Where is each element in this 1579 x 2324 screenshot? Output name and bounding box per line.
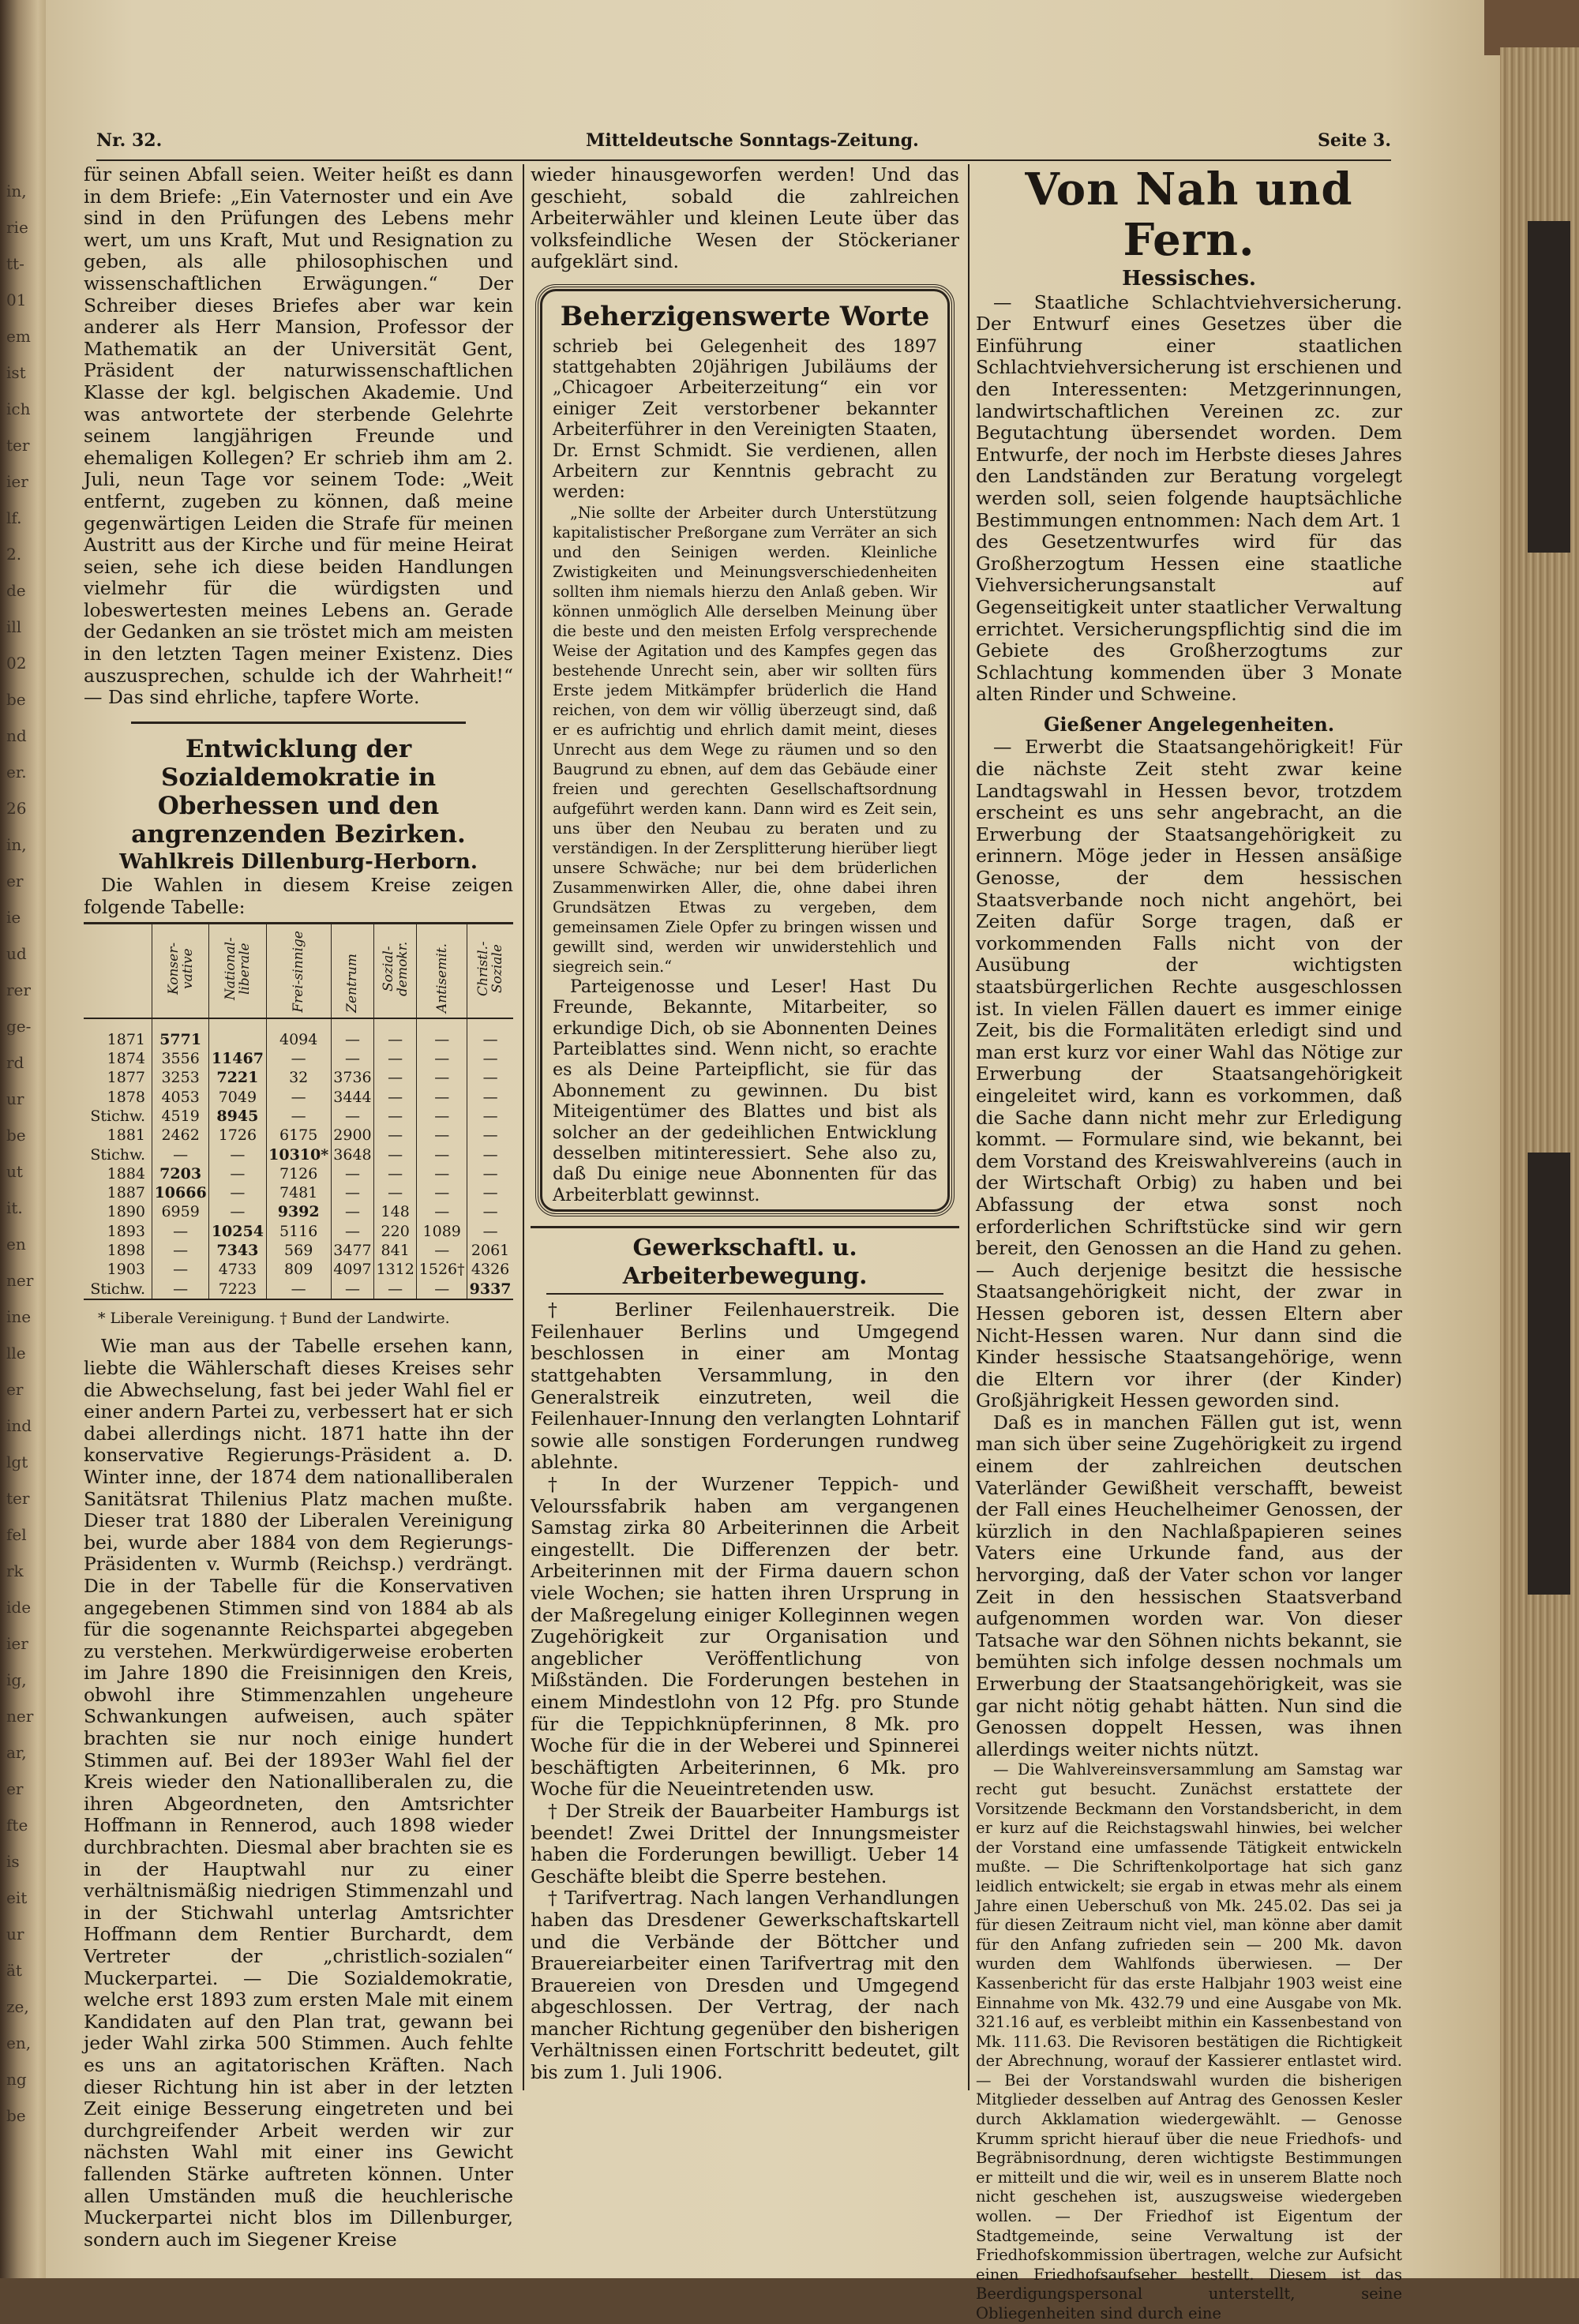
margin-fragment: er (6, 872, 24, 890)
margin-fragment: lf. (6, 508, 22, 527)
table-cell: — (467, 1202, 513, 1221)
table-cell: 10666 (152, 1183, 209, 1202)
margin-fragment: fte (6, 1816, 28, 1835)
table-cell: 3253 (152, 1068, 209, 1087)
issue-number: Nr. 32. (96, 130, 163, 151)
margin-fragment: lle (6, 1344, 26, 1363)
table-cell: — (374, 1145, 417, 1164)
box-title: Beherzigenswerte Worte (560, 300, 930, 332)
table-cell: — (417, 1107, 467, 1126)
table-cell: — (467, 1068, 513, 1087)
news-item: — Erwerbt die Staatsangehörigkeit! Für die nächste Zeit steht zwar keine Landtagswahl in Hessen bevor, trotzdem erscheint es uns sehr angebracht, an die Erwerbung der Staatsangehörigkeit zu erinnern. Möge jeder in Hessen ansäßige Genosse, der dem hessischen Staatsverbande noch nicht angehört, bei Zeiten dafür Sorge tragen, daß er vorkommenden Falls nicht von der Ausübung der wichtigsten staatsbürgerlichen Rechte ausgeschlossen ist. In vielen Fällen dauert es immer einige Zeit, bis die Formalitäten erledigt sind und man erst kurz vor einer Wahl das Nötige zur Erwerbung der Staatsangehörigkeit eingeleitet wird, kann es vorkommen, daß die Sache dann nicht mehr zur Erledigung kommt. — Formulare sind, wie bekannt, bei dem Vorstand des Kreiswahlvereins (auch in der Wirtschaft Orbig) zu haben und bei Abfassung der etwa sonst noch erforderlichen Schriftstücke sind wir gern bereit, den Genossen an die Hand zu gehen. — Auch derjenige besitzt die hessische Staatsangehörigkeit nicht, der zwar in Hessen geboren ist, dessen Eltern aber Nicht-Hessen waren. Nur dann sind die Kinder hessische Staatsangehörige, wenn die Eltern vor ihrer (der Kinder) Großjährigkeit Hessen geworden sind. (976, 736, 1402, 1412)
margin-fragment: em (6, 327, 31, 346)
article-continuation: für seinen Abfall seien. Weiter heißt es dann in dem Briefe: „Ein Vaternoster und ein Ave sind in den Prüfungen des Lebens mehr wert, um uns Kraft, Mut und Resignation zu geben, als alle philosophischen und wissenschaftlichen Erwägungen.“ Der Schreiber dieses Briefes aber war kein anderer als Herr Mansion, Professor der Mathematik an der Universität Gent, Präsident der naturwissenschaftlichen Klasse der kgl. belgischen Akademie. Und was antwortete der sterbende Gelehrte seinem langjährigen Freunde und ehemaligen Kollegen? Er schrieb ihm am 2. Juli, neun Tage vor seinem Tode: „Weit entfernt, zugeben zu können, daß meine gegenwärtigen Leiden die Strafe für meinen Austritt aus der Kirche und für meine Heirat seien, sehe ich diese beiden Handlungen vielmehr für die würdigsten und lobeswertesten meines Lebens an. Gerade der Gedanken an sie tröstet mich am meisten in den letzten Tagen meiner Existenz. Dies auszusprechen, schulde ich der Wahrheit!“ — Das sind ehrliche, tapfere Worte. (84, 163, 513, 709)
margin-fragment: ich (6, 399, 31, 418)
table-cell: — (417, 1279, 467, 1299)
table-cell: 2900 (331, 1126, 373, 1145)
table-header-label: Sozial-demokr. (380, 941, 411, 996)
table-cell: — (209, 1202, 266, 1221)
table-cell: 1874 (107, 1050, 145, 1068)
margin-fragment: nd (6, 726, 27, 745)
table-intro: Die Wahlen in diesem Kreise zeigen folgende Tabelle: (84, 874, 513, 919)
table-cell: — (417, 1018, 467, 1049)
table-cell: Stichw. (90, 1107, 145, 1125)
table-cell: 4094 (266, 1018, 331, 1049)
news-item: Daß es in manchen Fällen gut ist, wenn man sich über seine Zugehörigkeit zu irgend einem der zahlreichen deutschen Vaterländer Gewißheit verschafft, beweist der Fall eines Heuchelheimer Genossen, der kürzlich in den Nachlaßpapieren seines Vaters eine Urkunde fand, aus der hervorging, daß der Vater schon vor langer Zeit in den hessischen Staatsverband aufgenommen worden war. Von dieser Tatsache war den Söhnen nichts bekannt, sie bemühten sich infolge dessen nochmals um Erwerbung der Staatsangehörigkeit, was sie gar nicht nötig gehabt hätten. Nun sind die Genossen doppelt Hessen, was ihnen allerdings weiter nichts nützt. (976, 1411, 1402, 1760)
table-cell: — (331, 1202, 373, 1221)
article-body: Wie man aus der Tabelle ersehen kann, liebte die Wählerschaft dieses Kreises sehr die Abwechselung, fast bei jeder Wahl fiel er einer andern Partei zu, verbessert hat er sich dabei allerdings nicht. 1871 hatte ihn der konservative Regierungs-Präsident a. D. Winter inne, der 1874 dem nationalliberalen Sanitätsrat Thilenius Platz machen mußte. Dieser trat 1880 der Liberalen Vereinigung bei, wurde aber 1884 von dem Regierungs-Präsidenten v. Wurmb (Reichsp.) verdrängt. Die in der Tabelle für die Konservativen angegebenen Stimmen sind von 1884 ab als für die sogenannte Reichspartei abgegeben zu verstehen. Merkwürdigerweise eroberten im Jahre 1890 die Freisinnigen den Kreis, obwohl ihre Stimmenzahlen ungeheure Schwankungen aufweisen, auch später brachten sie nur noch einige hundert Stimmen auf. Bei der 1893er Wahl fiel der Kreis wieder den Nationalliberalen zu, die ihren Abgeordneten, den Amtsrichter Hoffmann in Rennerod, auch 1898 wieder durchbrachten. Diesmal aber brachten sie es in der Hauptwahl nur zu einer verhältnismäßig niedrigen Stimmenzahl und in der Stichwahl unterlag Amtsrichter Hoffmann dem Rentier Burchardt, dem Vertreter der „christlich-sozialen“ Muckerpartei. — Die Sozialdemokratie, welche erst 1893 zum ersten Male mit einem Kandidaten auf den Plan trat, gewann bei jeder Wahl zirka 500 Stimmen. Auch fehlte es uns an agitatorischen Kräften. Nach dieser Richtung hin ist aber in der letzten Zeit einige Besserung eingetreten und bei durchgreifender Arbeit werden wir zur nächsten Wahl mit einer ins Gewicht fallenden Stärke auftreten können. Unter allen Umständen muß die heuchlerische Muckerpartei nicht blos im Dillenburger, sondern auch im Siegener Kreise (84, 1335, 513, 2251)
margin-fragment: ind (6, 1416, 32, 1435)
table-row (84, 1126, 513, 1145)
table-row (84, 1145, 513, 1164)
table-cell: — (374, 1049, 417, 1068)
table-cell: — (374, 1088, 417, 1107)
table-cell: — (266, 1107, 331, 1126)
table-row (84, 1018, 513, 1049)
table-cell: 809 (266, 1260, 331, 1279)
table-cell: — (152, 1145, 209, 1164)
margin-fragment: en (6, 1235, 26, 1254)
left-page-edge (0, 0, 47, 2278)
table-header-label: Christl.-Soziale (475, 940, 506, 996)
table-cell: — (152, 1222, 209, 1241)
table-header (152, 923, 209, 1018)
article-continuation: wieder hinausgeworfen werden! Und das geschieht, sobald die zahlreichen Arbeiterwähler und kleinen Leute über das volksfeindliche Wesen der Stöckerianer aufgeklärt sind. (531, 163, 959, 273)
news-item: † Der Streik der Bauarbeiter Hamburgs ist beendet! Zwei Drittel der Innungsmeister haben die Forderungen bewilligt. Ueber 14 Geschäfte bleibt die Sperre bestehen. (531, 1799, 959, 1887)
page-number: Seite 3. (1317, 130, 1391, 151)
margin-fragment: er (6, 1380, 24, 1399)
table-cell: 5116 (266, 1222, 331, 1241)
table-cell: 3477 (331, 1241, 373, 1260)
table-cell: 220 (374, 1222, 417, 1241)
table-cell: — (374, 1107, 417, 1126)
table-cell: 3736 (331, 1068, 373, 1087)
margin-fragment: in, (6, 182, 27, 201)
table-cell: — (417, 1088, 467, 1107)
table-cell: 4519 (152, 1107, 209, 1126)
margin-fragment: ier (6, 472, 28, 491)
page-tab-lower (1528, 1153, 1570, 1595)
table-cell: 9337 (467, 1279, 513, 1299)
margin-fragment: ng (6, 2070, 27, 2089)
margin-fragment: er (6, 1779, 24, 1798)
table-cell: — (417, 1202, 467, 1221)
table-row (84, 1049, 513, 1068)
margin-fragment: ut (6, 1162, 23, 1181)
table-cell: 7203 (152, 1164, 209, 1183)
margin-fragment: ud (6, 944, 27, 963)
news-item: † Tarifvertrag. Nach langen Verhandlungen haben das Dresdener Gewerkschaftskartell und die Verbände der Böttcher und Brauereiarbeiter einen Tarifvertrag mit den Brauereien von Dresden und Umgegend abgeschlossen. Der Vertrag, der nach mancher Richtung gegenüber den bisherigen Verhältnissen einen Fortschritt bedeutet, gilt bis zum 1. Juli 1906. (531, 1887, 959, 2084)
table-cell: 7481 (266, 1183, 331, 1202)
margin-fragment: ner (6, 1707, 34, 1726)
table-cell: 1887 (107, 1184, 145, 1202)
margin-fragment: ter (6, 436, 30, 455)
table-cell: 7126 (266, 1164, 331, 1183)
table-cell: — (209, 1183, 266, 1202)
margin-fragment: ät (6, 1961, 22, 1980)
column-rule-1 (523, 164, 524, 2090)
table-header (84, 923, 152, 1018)
table-cell: Stichw. (84, 1279, 152, 1299)
margin-fragment: ur (6, 1925, 24, 1944)
table-header-label: National-liberale (222, 936, 253, 1000)
table-cell: 1893 (107, 1222, 145, 1240)
table-header-label: Konser-vative (165, 942, 196, 995)
table-row (84, 1222, 513, 1241)
margin-fragment: ner (6, 1271, 34, 1290)
table-cell: — (374, 1068, 417, 1087)
table-cell: 4097 (331, 1260, 373, 1279)
column-rule-2 (968, 164, 970, 2090)
table-cell: 1890 (107, 1203, 145, 1221)
section-title: Von Nah und Fern. (1025, 163, 1353, 266)
margin-fragment: ge- (6, 1017, 32, 1036)
table-cell: — (467, 1049, 513, 1068)
table-cell: 3444 (331, 1088, 373, 1107)
table-footnote: * Liberale Vereinigung. † Bund der Landwirte. (98, 1309, 450, 1327)
news-item: — Staatliche Schlachtviehversicherung. Der Entwurf eines Gesetzes über die Einführung einer staatlichen Schlachtviehversicherung ist erschienen und den Interessenten: Metzgerinnungen, landwirtschaftlichen Vereinen zc. zur Begutachtung übersendet worden. Dem Entwurfe, der noch im Herbste dieses Jahres den Landständen zur Beratung vorgelegt werden soll, seien folgende hauptsächliche Bestimmungen entnommen: Nach dem Art. 1 des Gesetzentwurfes wird für das Großherzogtum Hessen eine staatliche Viehversicherungsanstalt auf Gegenseitigkeit unter staatlicher Verwaltung errichtet. Versicherungspflichtig sind die im Gebiete des Großherzogtums zur Schlachtung kommenden über 3 Monate alten Rinder und Schweine. (976, 290, 1402, 706)
table-row (84, 1260, 513, 1279)
table-cell: — (417, 1241, 467, 1260)
table-cell: — (467, 1164, 513, 1183)
table-cell: 10310* (266, 1145, 331, 1164)
table-cell: 1898 (107, 1242, 145, 1260)
margin-fragment: rk (6, 1561, 24, 1580)
margin-fragment: ine (6, 1307, 32, 1326)
table-cell: — (467, 1145, 513, 1164)
margin-fragment: er. (6, 763, 27, 782)
table-cell: — (331, 1049, 373, 1068)
table-cell: — (417, 1145, 467, 1164)
table-cell: 3556 (152, 1049, 209, 1068)
margin-fragment: it. (6, 1198, 23, 1217)
margin-fragment: in, (6, 835, 27, 854)
table-cell: — (266, 1049, 331, 1068)
table-header (331, 923, 373, 1018)
table-cell: — (152, 1241, 209, 1260)
table-cell: 4733 (209, 1260, 266, 1279)
margin-fragment: ide (6, 1598, 32, 1617)
table-cell: 7221 (209, 1068, 266, 1087)
news-item: † In der Wurzener Teppich- und Velourssfabrik haben am vergangenen Samstag zirka 80 Arbeiterinnen die Arbeit eingestellt. Die Differenzen der betr. Arbeiterinnen mit der Firma dauern schon viele Wochen; sie hatten ihren Ursprung in der Maßregelung einiger Kolleginnen wegen Zugehörigkeit zur Organisation und angeblicher Veröffentlichung von Mißständen. Die Forderungen bestehen in einem Mindestlohn von 12 Pfg. pro Stunde für die Teppichknüpferinnen, 8 Mk. pro Woche für die in der Weberei und Spinnerei beschäftigten Arbeiterinnen, 6 Mk. pro Woche für die Neueintretenden usw. (531, 1473, 959, 1801)
article-heading: Entwicklung der Sozialdemokratie in Oberhessen und den angrenzenden Bezirken. (131, 734, 466, 849)
box-quote: „Nie sollte der Arbeiter durch Unterstützung kapitalistischer Preßorgane zum Verräter an sich und den Seinigen werden. Kleinliche Zwistigkeiten und Meinungsverschiedenheiten sollten ihm niemals hierzu den Anlaß geben. Wir können unmöglich Alle derselben Meinung über die beste und den meisten Erfolg versprechende Weise der Agitation und des Kampfes gegen das bestehende Unrecht sein, aber wir sollten fürs Erste jedem Mitkämpfer brüderlich die Hand reichen, von dem wir völlig überzeugt sind, daß er es aufrichtig und ehrlich damit meint, dieses Unrecht aus dem Wege zu räumen und so den Baugrund zu ebnen, auf dem das Gebäude einer freien und gerechten Gesellschaftsordnung aufgeführt werden kann. Dann wird es Zeit sein, uns über den Neubau zu beraten und zu verständigen. In der Zersplitterung hierüber liegt unsere Schwäche; nur bei dem brüderlichen Zusammenwirken Aller, die, ohne dabei ihren Grundsätzen Etwas zu vergeben, dem gemeinsamen Ziele Opfer zu bringen wissen und gewillt sind, werden wir unwiderstehlich und siegreich sein.“ (553, 503, 937, 976)
table-header-label: Frei-sinnige (291, 931, 307, 1013)
table-cell: — (152, 1279, 209, 1299)
table-cell: 7223 (209, 1279, 266, 1299)
table-cell: — (209, 1164, 266, 1183)
table-header (266, 923, 331, 1018)
table-row (84, 1279, 513, 1299)
table-row (84, 1107, 513, 1126)
table-cell: — (331, 1222, 373, 1241)
margin-fragment: be (6, 2106, 26, 2125)
table-cell: 1877 (107, 1069, 145, 1087)
box-appeal: Parteigenosse und Leser! Hast Du Freunde, Bekannte, Mitarbeiter, so erkundige Dich, ob sie Abonnenten Deines Parteiblattes sind. Wenn nicht, so erachte es als Deine Parteipflicht, sie für das Abonnement zu gewinnen. Du bist Miteigentümer des Blattes und bist als solcher an der gedeihlichen Entwicklung desselben mitinteressiert. Sehe also zu, daß Du einige neue Abonnenten für das Arbeiterblatt gewinnst. (553, 976, 937, 1205)
table-header (417, 923, 467, 1018)
table-cell: — (331, 1018, 373, 1049)
margin-fragment: 2. (6, 545, 22, 564)
table-cell: 10254 (209, 1222, 266, 1241)
table-cell: — (467, 1107, 513, 1126)
table-cell: 4326 (467, 1260, 513, 1279)
table-cell: — (374, 1279, 417, 1299)
margin-fragment: 26 (6, 799, 27, 818)
table-cell: 8945 (209, 1107, 266, 1126)
margin-fragment: be (6, 690, 26, 709)
table-cell: — (417, 1068, 467, 1087)
table-cell: 1726 (209, 1126, 266, 1145)
table-cell: 2061 (467, 1241, 513, 1260)
margin-fragment: rie (6, 218, 28, 237)
table-cell: — (331, 1107, 373, 1126)
table-cell: — (331, 1279, 373, 1299)
section-separator (531, 1226, 959, 1228)
table-cell: 1884 (107, 1164, 145, 1183)
article-subheading: Wahlkreis Dillenburg-Herborn. (119, 849, 478, 874)
table-cell: — (374, 1183, 417, 1202)
table-cell: 1903 (107, 1261, 145, 1279)
table-cell: — (266, 1088, 331, 1107)
table-cell: — (467, 1183, 513, 1202)
margin-fragment: de (6, 581, 26, 600)
boxed-notice (535, 284, 955, 1216)
table-row (84, 1202, 513, 1221)
table-cell: 7343 (209, 1241, 266, 1260)
table-header (467, 923, 513, 1018)
table-cell: — (467, 1222, 513, 1241)
table-header (374, 923, 417, 1018)
table-cell: — (152, 1260, 209, 1279)
margin-fragment: ar, (6, 1743, 27, 1762)
table-cell: — (331, 1183, 373, 1202)
table-cell: — (331, 1164, 373, 1183)
table-cell: 1878 (107, 1088, 145, 1106)
column-2 (531, 164, 959, 2084)
table-cell: — (374, 1126, 417, 1145)
news-item: — Die Wahlvereinsversammlung am Samstag war recht gut besucht. Zunächst erstattete der Vorsitzende Beckmann den Vorstandsbericht, in dem er kurz auf die Reichstagswahl hinwies, bei welcher der Vorstand eine umfassende Tätigkeit entwickeln mußte. — Die Schriftenkolportage hat sich ganz leidlich entwickelt; sie ergab in etwas mehr als einem Jahre einen Ueberschuß von Mk. 245.02. Das sei ja für diesen Zeitraum nicht viel, man könne aber damit für den Anfang zufrieden sein — 200 Mk. davon wurden dem Wahlfonds überwiesen. — Der Kassenbericht für das erste Halbjahr 1903 weist eine Einnahme von Mk. 432.79 und eine Ausgabe von Mk. 321.16 auf, es verbleibt mithin ein Kassenbestand von Mk. 111.63. Die Revisoren bestätigen die Richtigkeit der Abrechnung, worauf der Kassierer entlastet wird. — Bei der Vorstandswahl wurden die bisherigen Mitglieder desselben auf Antrag des Genossen Kesler durch Akklamation wiedergewählt. — Genosse Krumm spricht hierauf über die neue Friedhofs- und Begräbnisordnung, deren wichtigste Bestimmungen er mitteilt und die wir, weil es in unserem Blatte noch nicht geschehen ist, auszugsweise wiedergeben wollen. — Der Friedhof ist Eigentum der Stadtgemeinde, seine Verwaltung ist der Friedhofskommission übertragen, welche zur Aufsicht einen Friedhofsaufseher bestellt. Diesem ist das Beerdigungspersonal unterstellt, seine Obliegenheiten sind durch eine (976, 1760, 1402, 2322)
margin-fragment: is (6, 1852, 20, 1871)
subsection-hessisches: Hessisches. (1122, 267, 1256, 290)
table-cell: 7049 (209, 1088, 266, 1107)
table-cell: 3648 (331, 1145, 373, 1164)
margin-fragment: rd (6, 1053, 24, 1072)
margin-fragment: rer (6, 980, 31, 999)
column-3 (976, 164, 1402, 2324)
table-cell: — (467, 1126, 513, 1145)
table-cell: 841 (374, 1241, 417, 1260)
margin-fragment: ze, (6, 1997, 29, 2016)
margin-fragment: lgt (6, 1452, 28, 1471)
page-header (96, 130, 1391, 159)
table-cell: — (417, 1049, 467, 1068)
table-row (84, 1068, 513, 1087)
table-cell: 1312 (374, 1260, 417, 1279)
table-header (209, 923, 266, 1018)
table-cell: 1526† (417, 1260, 467, 1279)
table-cell: — (374, 1164, 417, 1183)
table-cell: — (209, 1145, 266, 1164)
table-cell: 11467 (209, 1049, 266, 1068)
section-separator (546, 1293, 943, 1295)
table-cell: 148 (374, 1202, 417, 1221)
table-cell: 1871 (107, 1030, 145, 1048)
table-cell (209, 1018, 266, 1049)
column-1 (84, 164, 513, 2251)
table-cell: — (467, 1088, 513, 1107)
margin-fragment: fel (6, 1525, 27, 1544)
table-cell: 5771 (152, 1018, 209, 1049)
table-cell: — (417, 1164, 467, 1183)
table-cell: — (374, 1018, 417, 1049)
margin-fragment: eit (6, 1888, 28, 1907)
table-cell: 6175 (266, 1126, 331, 1145)
section-separator (131, 722, 466, 724)
election-table (84, 922, 513, 1300)
margin-fragment: ier (6, 1634, 28, 1653)
newspaper-title: Mitteldeutsche Sonntags-Zeitung. (586, 130, 919, 151)
margin-fragment: ist (6, 363, 26, 382)
margin-fragment: tt- (6, 254, 24, 273)
table-cell: 6959 (152, 1202, 209, 1221)
margin-fragment: ill (6, 617, 22, 636)
table-cell: — (417, 1126, 467, 1145)
table-row (84, 1088, 513, 1107)
table-cell: Stichw. (90, 1145, 145, 1164)
margin-fragment: ur (6, 1089, 24, 1108)
table-header-label: Zentrum (344, 953, 361, 1013)
table-cell: 32 (266, 1068, 331, 1087)
table-row (84, 1164, 513, 1183)
margin-fragment: be (6, 1126, 26, 1145)
news-item: † Berliner Feilenhauerstreik. Die Feilenhauer Berlins und Umgegend beschlossen in einer am Montag stattgehabten Versammlung, in den Generalstreik einzutreten, weil die Feilenhauer-Innung den verlangten Lohntarif sowie alle sonstigen Forderungen rundweg ablehnte. (531, 1299, 959, 1474)
table-header-label: Antisemit. (433, 943, 450, 1013)
table-row (84, 1241, 513, 1260)
subsection-giessen: Gießener Angelegenheiten. (1043, 712, 1335, 736)
table-cell: — (467, 1018, 513, 1049)
table-cell: 1881 (107, 1126, 145, 1145)
table-cell: — (417, 1183, 467, 1202)
margin-fragment: ig, (6, 1670, 27, 1689)
box-intro: schrieb bei Gelegenheit des 1897 stattgehabten 20jährigen Jubiläums der „Chicagoer Arbeiterzeitung“ ein vor einiger Zeit verstorbener bekannter Arbeiterführer in den Vereinigten Staaten, Dr. Ernst Schmidt. Sie verdienen, allen Arbeitern zur Kenntnis gebracht zu werden: (553, 335, 937, 503)
margin-fragment: ie (6, 908, 21, 927)
margin-fragment: 01 (6, 290, 27, 309)
table-cell: — (266, 1279, 331, 1299)
table-cell: 569 (266, 1241, 331, 1260)
page-tab-upper (1528, 221, 1570, 553)
table-cell: 9392 (266, 1202, 331, 1221)
margin-fragment: 02 (6, 654, 27, 673)
margin-fragment: ter (6, 1489, 30, 1508)
table-cell: 4053 (152, 1088, 209, 1107)
table-cell: 2462 (152, 1126, 209, 1145)
header-rule (96, 159, 1391, 161)
labour-heading: Gewerkschaftl. u. Arbeiterbewegung. (622, 1234, 868, 1290)
table-cell: 1089 (417, 1222, 467, 1241)
margin-fragment: en, (6, 2034, 32, 2052)
table-row (84, 1183, 513, 1202)
